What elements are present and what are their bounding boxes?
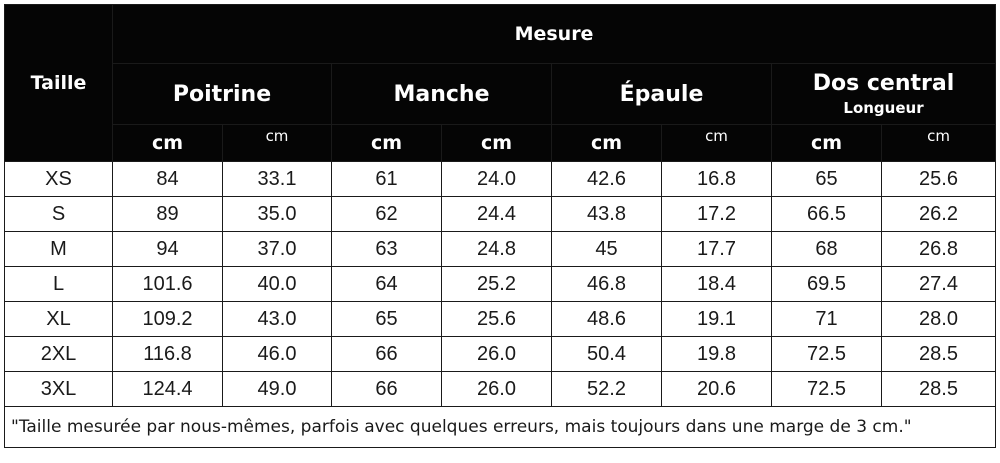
group-header-sleeve	[332, 64, 552, 125]
value-cell: 27.4	[882, 267, 996, 302]
value-cell: 52.2	[552, 372, 662, 407]
group-header-label: Poitrine	[172, 81, 272, 107]
value-cell: 50.4	[552, 337, 662, 372]
value-cell: 116.8	[113, 337, 223, 372]
value-cell: 20.6	[662, 372, 772, 407]
value-cell: 66	[332, 337, 442, 372]
value-cell: 16.8	[662, 162, 772, 197]
value-cell: 19.1	[662, 302, 772, 337]
value-cell: 43.0	[223, 302, 332, 337]
unit-header: cm	[223, 125, 332, 162]
value-cell: 124.4	[113, 372, 223, 407]
value-cell: 19.8	[662, 337, 772, 372]
value-cell: 89	[113, 197, 223, 232]
value-cell: 24.4	[442, 197, 552, 232]
value-cell: 17.2	[662, 197, 772, 232]
value-cell: 46.0	[223, 337, 332, 372]
value-cell: 26.0	[442, 337, 552, 372]
size-cell: L	[5, 267, 113, 302]
group-header-sublabel: Longueur	[843, 99, 924, 117]
size-cell: XL	[5, 302, 113, 337]
header-row-units	[5, 125, 996, 162]
value-cell: 48.6	[552, 302, 662, 337]
unit-header: cm	[113, 125, 223, 162]
table-row	[5, 162, 996, 197]
value-cell: 26.8	[882, 232, 996, 267]
size-cell: XS	[5, 162, 113, 197]
unit-header: cm	[552, 125, 662, 162]
note-row	[5, 407, 996, 448]
value-cell: 43.8	[552, 197, 662, 232]
table-body	[5, 162, 996, 407]
value-cell: 62	[332, 197, 442, 232]
value-cell: 28.5	[882, 372, 996, 407]
table-row	[5, 232, 996, 267]
value-cell: 63	[332, 232, 442, 267]
size-cell: M	[5, 232, 113, 267]
measure-header: Mesure	[113, 5, 996, 64]
value-cell: 65	[332, 302, 442, 337]
value-cell: 33.1	[223, 162, 332, 197]
table-row	[5, 267, 996, 302]
header-row-measure	[5, 5, 996, 64]
value-cell: 37.0	[223, 232, 332, 267]
group-header-chest	[113, 64, 332, 125]
group-header-label: Épaule	[619, 81, 704, 107]
size-cell: S	[5, 197, 113, 232]
value-cell: 25.6	[882, 162, 996, 197]
unit-header: cm	[882, 125, 996, 162]
value-cell: 24.8	[442, 232, 552, 267]
unit-header: cm	[662, 125, 772, 162]
measurement-note: "Taille mesurée par nous-mêmes, parfois avec quelques erreurs, mais toujours dans une marge de 3 cm."	[5, 407, 996, 448]
value-cell: 72.5	[772, 337, 882, 372]
value-cell: 42.6	[552, 162, 662, 197]
group-header-shoulder	[552, 64, 772, 125]
value-cell: 68	[772, 232, 882, 267]
table-row	[5, 302, 996, 337]
value-cell: 72.5	[772, 372, 882, 407]
value-cell: 61	[332, 162, 442, 197]
value-cell: 69.5	[772, 267, 882, 302]
value-cell: 64	[332, 267, 442, 302]
value-cell: 28.0	[882, 302, 996, 337]
size-table	[4, 4, 996, 448]
value-cell: 49.0	[223, 372, 332, 407]
unit-header: cm	[442, 125, 552, 162]
value-cell: 94	[113, 232, 223, 267]
value-cell: 25.6	[442, 302, 552, 337]
table-row	[5, 337, 996, 372]
group-header-label: Manche	[393, 81, 490, 107]
value-cell: 17.7	[662, 232, 772, 267]
value-cell: 65	[772, 162, 882, 197]
size-column-header: Taille	[5, 5, 113, 162]
value-cell: 66.5	[772, 197, 882, 232]
size-chart	[4, 4, 995, 458]
value-cell: 35.0	[223, 197, 332, 232]
size-cell: 3XL	[5, 372, 113, 407]
size-cell: 2XL	[5, 337, 113, 372]
value-cell: 66	[332, 372, 442, 407]
unit-header: cm	[332, 125, 442, 162]
value-cell: 45	[552, 232, 662, 267]
value-cell: 25.2	[442, 267, 552, 302]
value-cell: 46.8	[552, 267, 662, 302]
value-cell: 18.4	[662, 267, 772, 302]
group-header-label: Dos central	[812, 71, 955, 96]
value-cell: 109.2	[113, 302, 223, 337]
group-header-back-length	[772, 64, 996, 125]
value-cell: 28.5	[882, 337, 996, 372]
value-cell: 26.0	[442, 372, 552, 407]
unit-header: cm	[772, 125, 882, 162]
table-row	[5, 197, 996, 232]
value-cell: 101.6	[113, 267, 223, 302]
value-cell: 84	[113, 162, 223, 197]
table-row	[5, 372, 996, 407]
header-row-groups	[5, 64, 996, 125]
value-cell: 26.2	[882, 197, 996, 232]
value-cell: 71	[772, 302, 882, 337]
value-cell: 40.0	[223, 267, 332, 302]
value-cell: 24.0	[442, 162, 552, 197]
